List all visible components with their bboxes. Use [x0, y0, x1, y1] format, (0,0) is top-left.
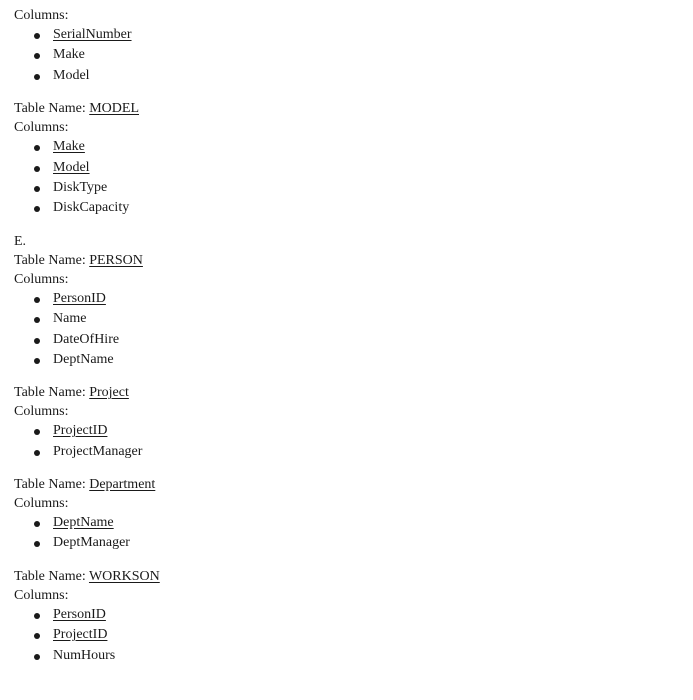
bullet-icon [34, 145, 40, 151]
bullet-icon [34, 297, 40, 303]
column-item [14, 137, 674, 157]
table-name-line [14, 567, 674, 586]
column-item [14, 289, 674, 309]
column-name-key: PersonID [53, 606, 106, 622]
column-item [14, 45, 674, 65]
column-item [14, 198, 674, 218]
bullet-icon [34, 521, 40, 527]
table-name: Project [89, 385, 129, 401]
column-name: ProjectManager [53, 443, 143, 459]
bullet-icon [34, 654, 40, 660]
table-name: WORKSON [88, 568, 160, 584]
section-label: E. [14, 233, 27, 249]
table-name-label: Table Name: [14, 568, 89, 584]
table-name-label: Table Name: [14, 477, 90, 493]
column-item [14, 605, 674, 625]
bullet-icon [34, 166, 40, 172]
column-name-key: Model [53, 159, 90, 175]
table-name-line [14, 251, 674, 270]
column-name: DiskType [53, 179, 108, 195]
table-block-person [14, 232, 674, 371]
table-name: PERSON [89, 252, 143, 268]
column-name: DateOfHire [53, 331, 120, 347]
columns-label: Columns: [14, 8, 69, 23]
column-name: Make [53, 47, 85, 63]
bullet-icon [34, 429, 40, 435]
bullet-icon [34, 613, 40, 619]
column-item [14, 158, 674, 178]
table-block-continued [14, 6, 674, 86]
column-name: Model [53, 67, 90, 83]
table-name-label: Table Name: [14, 101, 90, 117]
bullet-icon [34, 450, 40, 456]
columns-label: Columns: [14, 587, 69, 603]
column-item [14, 350, 674, 370]
column-name-key: PersonID [53, 290, 106, 306]
column-item [14, 25, 674, 45]
table-block-project [14, 383, 674, 462]
column-item [14, 178, 674, 198]
column-item [14, 421, 674, 441]
table-name-line [14, 383, 674, 402]
columns-label: Columns: [14, 271, 69, 287]
table-name-label: Table Name: [14, 252, 90, 268]
column-name-key: ProjectID [53, 423, 108, 439]
column-name: DiskCapacity [53, 200, 130, 216]
table-block-workson [14, 567, 674, 666]
table-name-line [14, 475, 674, 494]
bullet-icon [34, 186, 40, 192]
columns-label: Columns: [14, 120, 69, 136]
column-item [14, 513, 674, 533]
bullet-icon [34, 633, 40, 639]
column-item [14, 442, 674, 462]
column-list [14, 137, 674, 219]
bullet-icon [34, 206, 40, 212]
bullet-icon [34, 358, 40, 364]
column-name: NumHours [53, 647, 116, 663]
columns-label: Columns: [14, 404, 69, 420]
column-name-key: Make [53, 139, 85, 155]
column-list [14, 605, 674, 666]
bullet-icon [34, 33, 40, 39]
column-name-key: DeptName [53, 515, 114, 531]
column-item [14, 309, 674, 329]
column-item [14, 625, 674, 645]
column-name: DeptManager [53, 535, 130, 551]
column-list [14, 25, 674, 86]
column-name: DeptName [53, 351, 114, 367]
columns-label: Columns: [14, 496, 69, 512]
column-name-key: ProjectID [53, 627, 108, 643]
column-item [14, 646, 674, 666]
document-body [14, 6, 674, 666]
bullet-icon [34, 338, 40, 344]
table-name: MODEL [89, 101, 139, 117]
column-item [14, 533, 674, 553]
column-list [14, 513, 674, 554]
bullet-icon [34, 317, 40, 323]
column-list [14, 421, 674, 462]
bullet-icon [34, 541, 40, 547]
table-name-label: Table Name: [14, 385, 90, 401]
column-name: Name [53, 311, 87, 327]
bullet-icon [34, 74, 40, 80]
column-name-key: SerialNumber [53, 27, 132, 42]
table-block-model [14, 99, 674, 219]
table-name-line [14, 99, 674, 118]
column-item [14, 330, 674, 350]
bullet-icon [34, 53, 40, 59]
table-name: Department [89, 477, 156, 493]
table-block-department [14, 475, 674, 554]
column-item [14, 66, 674, 86]
column-list [14, 289, 674, 371]
